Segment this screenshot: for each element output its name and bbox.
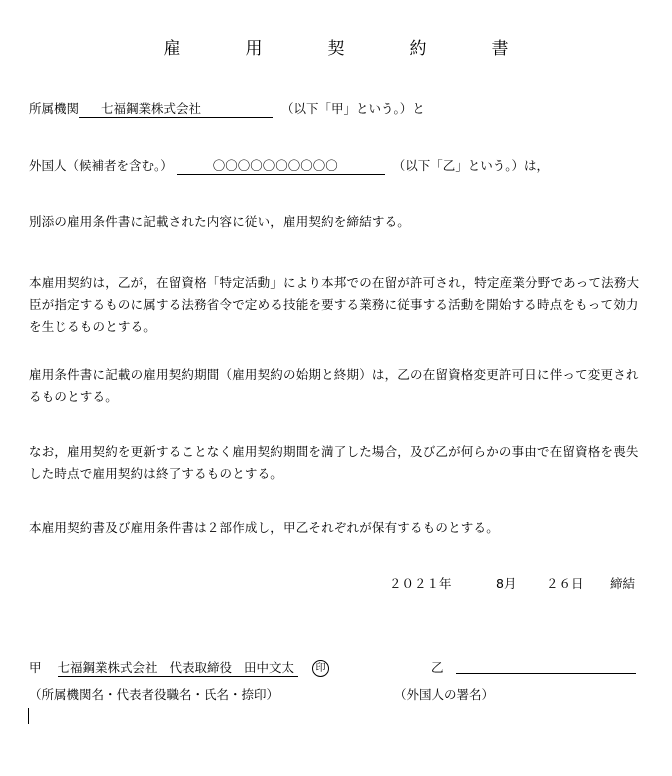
party-a-signature-field[interactable]: [58, 660, 299, 677]
employer-label: 所属機関: [29, 101, 80, 116]
date-month[interactable]: 8月: [496, 576, 517, 591]
date-suffix: 締結: [610, 576, 636, 591]
party-b-caption: （外国人の署名）: [394, 687, 495, 702]
paragraph-3: 雇用条件書に記載の雇用契約期間（雇用契約の始期と終期）は，乙の在留資格変更許可日に伴って変更されるものとする。: [29, 367, 639, 404]
title-char-4: 約: [409, 39, 427, 59]
party-b-signature-line[interactable]: [456, 673, 636, 674]
title-char-1: 雇: [163, 39, 181, 59]
paragraph-2: 本雇用契約は，乙が，在留資格「特定活動」により本邦での在留が許可され，特定産業分野であって法務大臣が指定するものに属する法務省令で定める技能を要する業務に従事する活動を開始する時点をもって効力を生じるものとする。: [29, 275, 640, 334]
paragraph-1: 別添の雇用条件書に記載された内容に従い，雇用契約を締結する。: [29, 214, 411, 229]
party-a-company: 七福鋼業株式会社: [57, 660, 158, 675]
party-a-label: 甲: [29, 660, 42, 675]
title-char-5: 書: [491, 39, 509, 59]
party-a-signature: [29, 657, 329, 679]
seal-mark: 印: [312, 660, 329, 677]
employer-company: 七福鋼業株式会社: [101, 101, 202, 116]
date-day[interactable]: ２６日: [546, 576, 584, 591]
worker-suffix: （以下「乙」という。）は，: [392, 158, 550, 173]
employer-company-field[interactable]: [79, 101, 273, 118]
text-cursor: [28, 708, 29, 724]
worker-name-field[interactable]: [177, 158, 385, 175]
title-char-3: 契: [327, 39, 345, 59]
title-char-2: 用: [245, 39, 263, 59]
paragraph-4: なお，雇用契約を更新することなく雇用契約期間を満了した場合，及び乙が何らかの事由で在留資格を喪失した時点で雇用契約は終了するものとする。: [29, 444, 639, 481]
worker-line: [29, 155, 549, 177]
employer-line: [29, 98, 425, 120]
party-a-caption: （所属機関名・代表者役職名・氏名・捺印）: [29, 687, 280, 702]
worker-label: 外国人（候補者を含む。）: [29, 158, 173, 173]
employer-suffix: （以下「甲」という。）と: [281, 101, 425, 116]
party-b-label: 乙: [431, 660, 444, 675]
date-year[interactable]: ２０２１年: [389, 576, 452, 591]
contract-date: [0, 573, 672, 595]
party-a-name: 田中文太: [244, 660, 295, 675]
document-title: [0, 36, 672, 62]
paragraph-5: 本雇用契約書及び雇用条件書は２部作成し，甲乙それぞれが保有するものとする。: [29, 520, 499, 535]
worker-name: 〇〇〇〇〇〇〇〇〇〇: [212, 158, 338, 173]
party-a-title: 代表取締役: [169, 660, 233, 675]
